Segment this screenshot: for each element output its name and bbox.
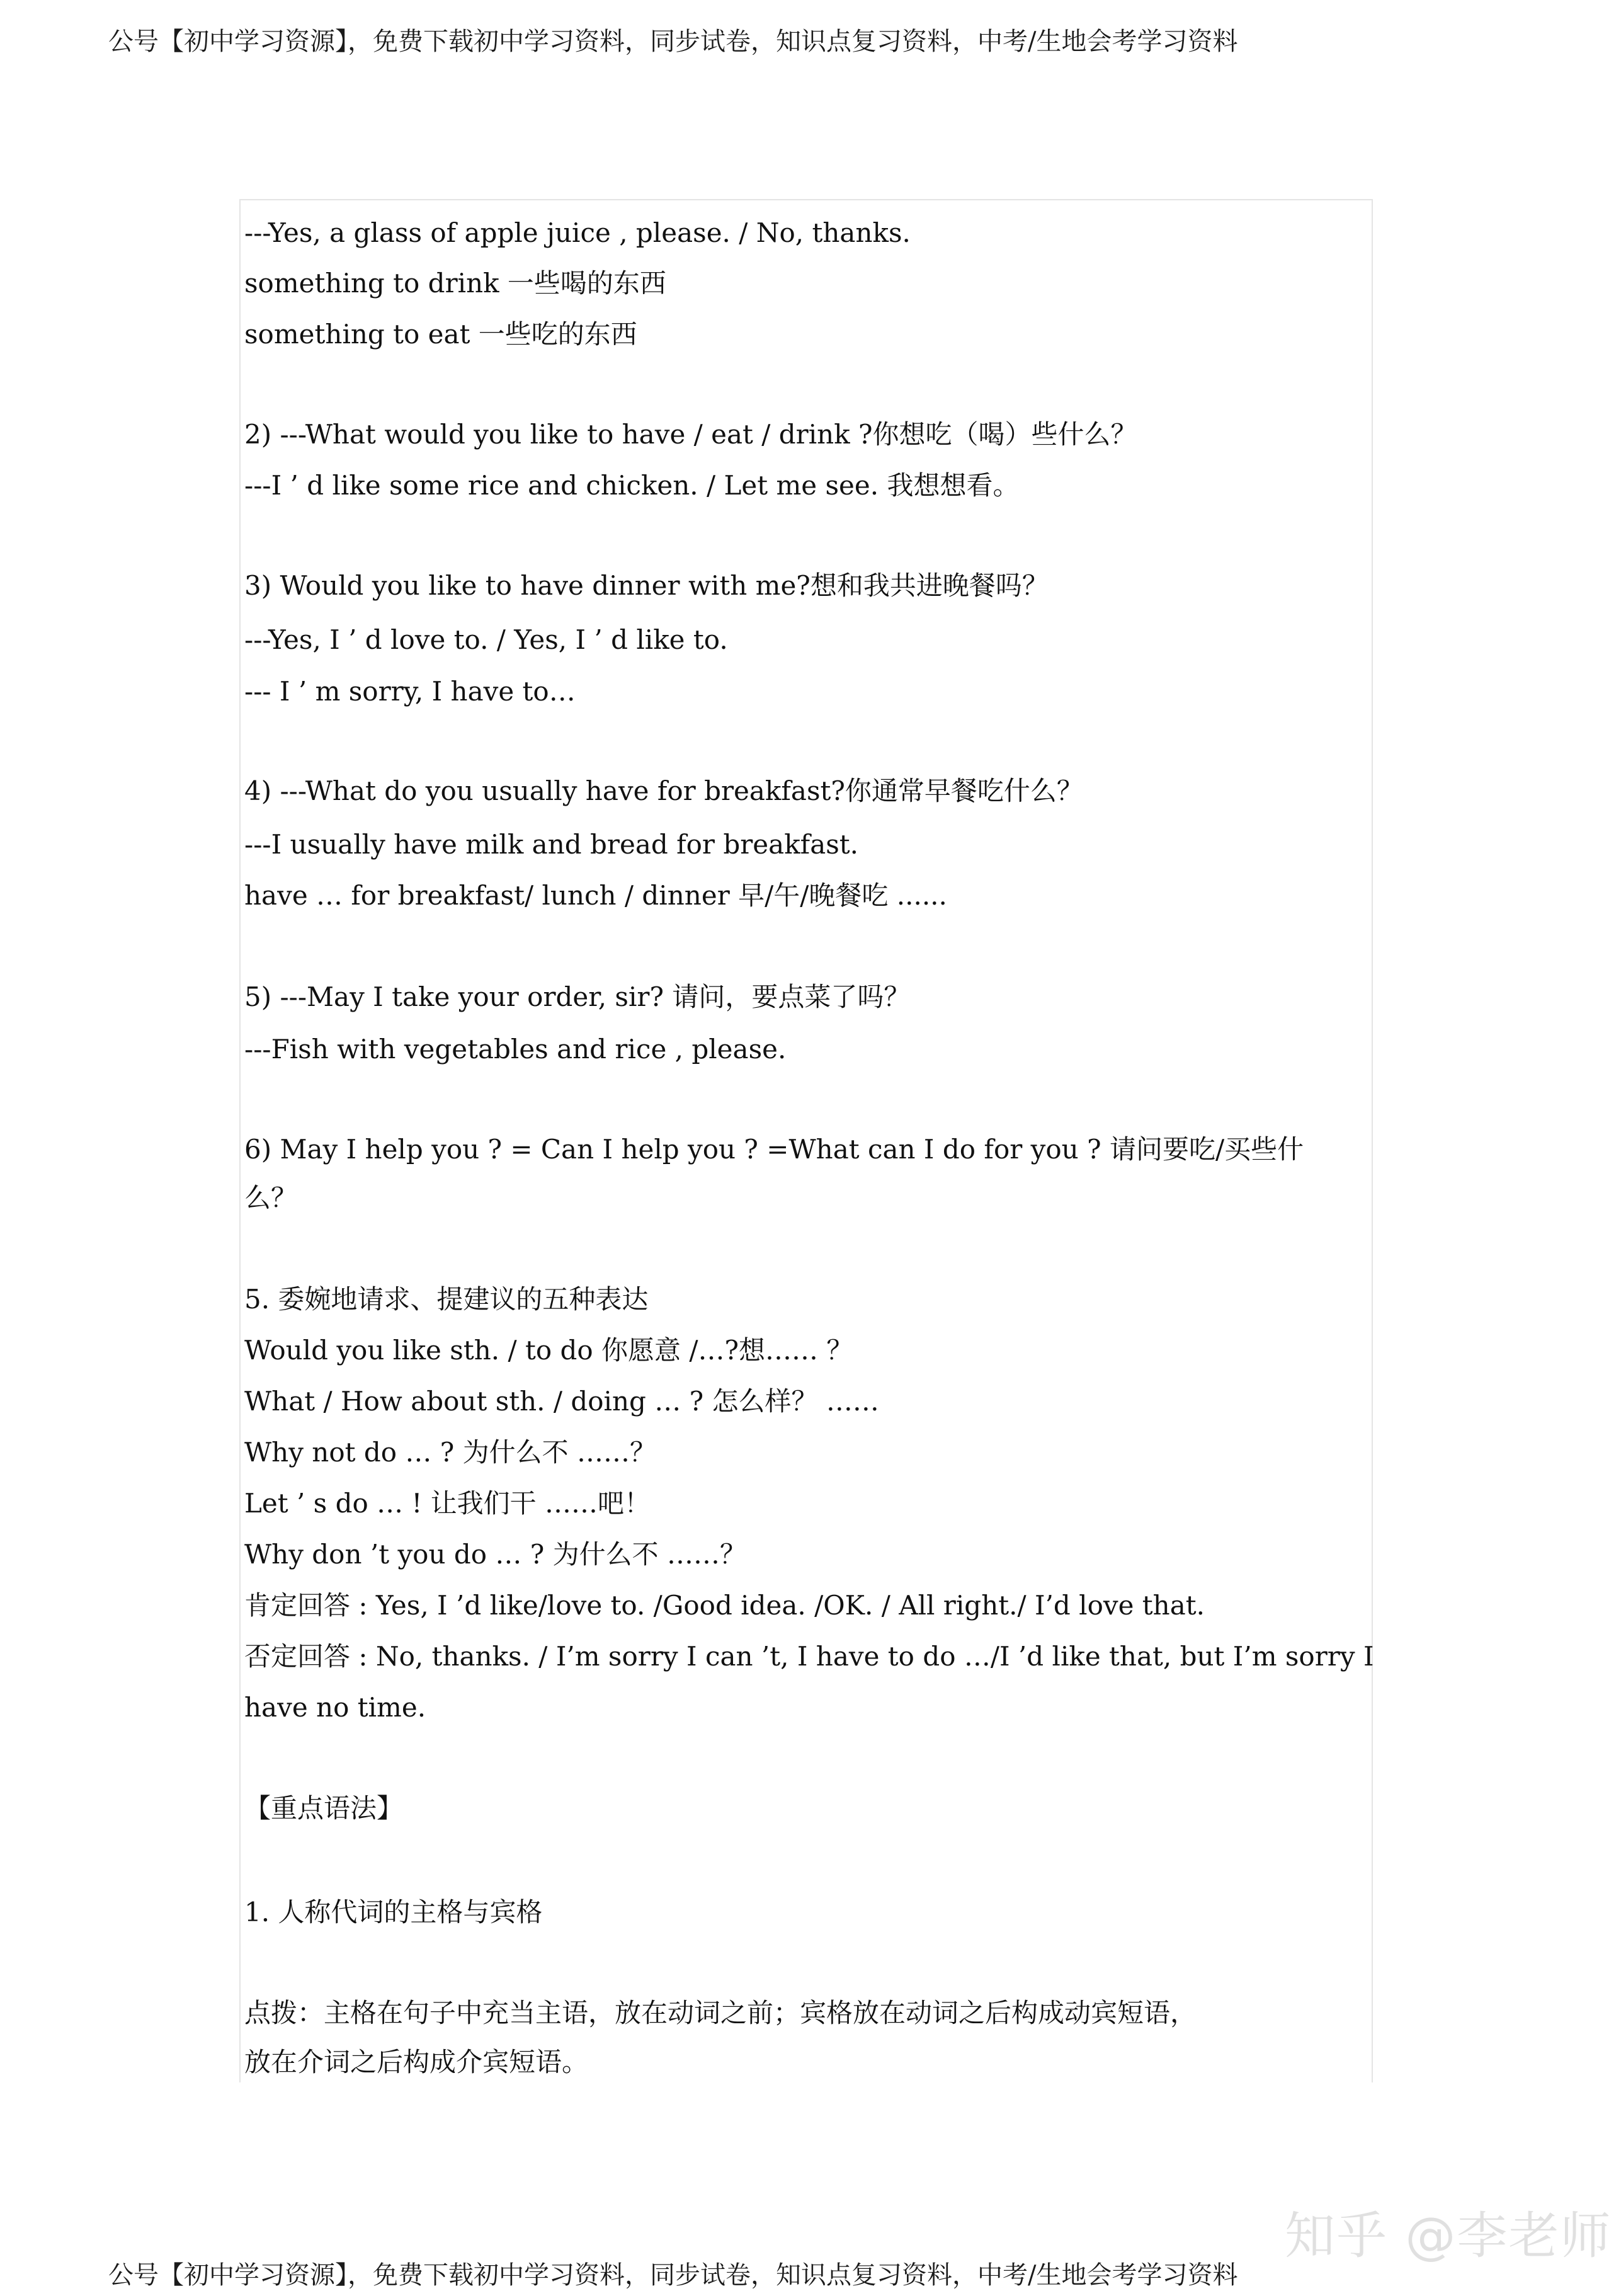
text-line: ---Fish with vegetables and rice , please. — [244, 1034, 787, 1065]
text-line: ---Yes, I ’ d love to. / Yes, I ’ d like to. — [244, 624, 728, 655]
text-line: ---I usually have milk and bread for breakfast. — [244, 829, 859, 860]
text-line: 点拨：主格在句子中充当主语，放在动词之前；宾格放在动词之后构成动宾短语， — [244, 1997, 1197, 2028]
text-line: Would you like sth. / to do 你愿意 /…?想…… ？ — [244, 1335, 853, 1366]
section-heading: 1. 人称代词的主格与宾格 — [244, 1897, 543, 1928]
text-line: What / How about sth. / doing … ? 怎么样？ …… — [244, 1386, 879, 1417]
page-header: 公号【初中学习资源】，免费下载初中学习资料，同步试卷，知识点复习资料，中考/生地会考学习资料 — [108, 27, 1238, 56]
text-line: something to drink 一些喝的东西 — [244, 268, 666, 299]
text-line: 4) ---What do you usually have for breakfast?你通常早餐吃什么？ — [244, 775, 1083, 806]
text-line: ---Yes, a glass of apple juice , please. / No, thanks. — [244, 217, 911, 248]
section-heading: 5. 委婉地请求、提建议的五种表达 — [244, 1284, 649, 1315]
text-line: 5) ---May I take your order, sir? 请问，要点菜了吗？ — [244, 981, 911, 1012]
text-line: --- I ’ m sorry, I have to… — [244, 676, 576, 707]
text-line: have … for breakfast/ lunch / dinner 早/午/晚餐吃 ...... — [244, 880, 947, 911]
text-line: Why not do … ? 为什么不 ……？ — [244, 1437, 656, 1468]
zhihu-watermark: 知乎 @李老师 — [1285, 2207, 1612, 2265]
text-line: 放在介词之后构成介宾短语。 — [244, 2047, 589, 2077]
text-line: 肯定回答 : Yes, I ’d like/love to. /Good idea. /OK. / All right./ I’d love that. — [244, 1590, 1205, 1621]
text-line: 否定回答 : No, thanks. / I’m sorry I can ’t, I have to do …/I ’d like that, but I’m sorry I — [244, 1641, 1374, 1672]
text-line: ---I ’ d like some rice and chicken. / Let me see. 我想想看。 — [244, 470, 1020, 501]
text-line: 么？ — [244, 1182, 298, 1213]
text-line: 2) ---What would you like to have / eat / drink ?你想吃（喝）些什么？ — [244, 419, 1137, 450]
section-heading: 【重点语法】 — [244, 1793, 404, 1824]
text-line: have no time. — [244, 1692, 426, 1723]
text-line: Why don ’t you do … ? 为什么不 ……？ — [244, 1539, 746, 1570]
text-line: 3) Would you like to have dinner with me?想和我共进晚餐吗？ — [244, 570, 1049, 601]
text-line: something to eat 一些吃的东西 — [244, 319, 637, 350]
page-footer: 公号【初中学习资源】，免费下载初中学习资料，同步试卷，知识点复习资料，中考/生地会考学习资料 — [108, 2261, 1238, 2290]
text-line: Let ’ s do … ! 让我们干 ……吧！ — [244, 1488, 651, 1519]
text-line: 6) May I help you ? = Can I help you ? =What can I do for you ? 请问要吃/买些什 — [244, 1134, 1304, 1165]
